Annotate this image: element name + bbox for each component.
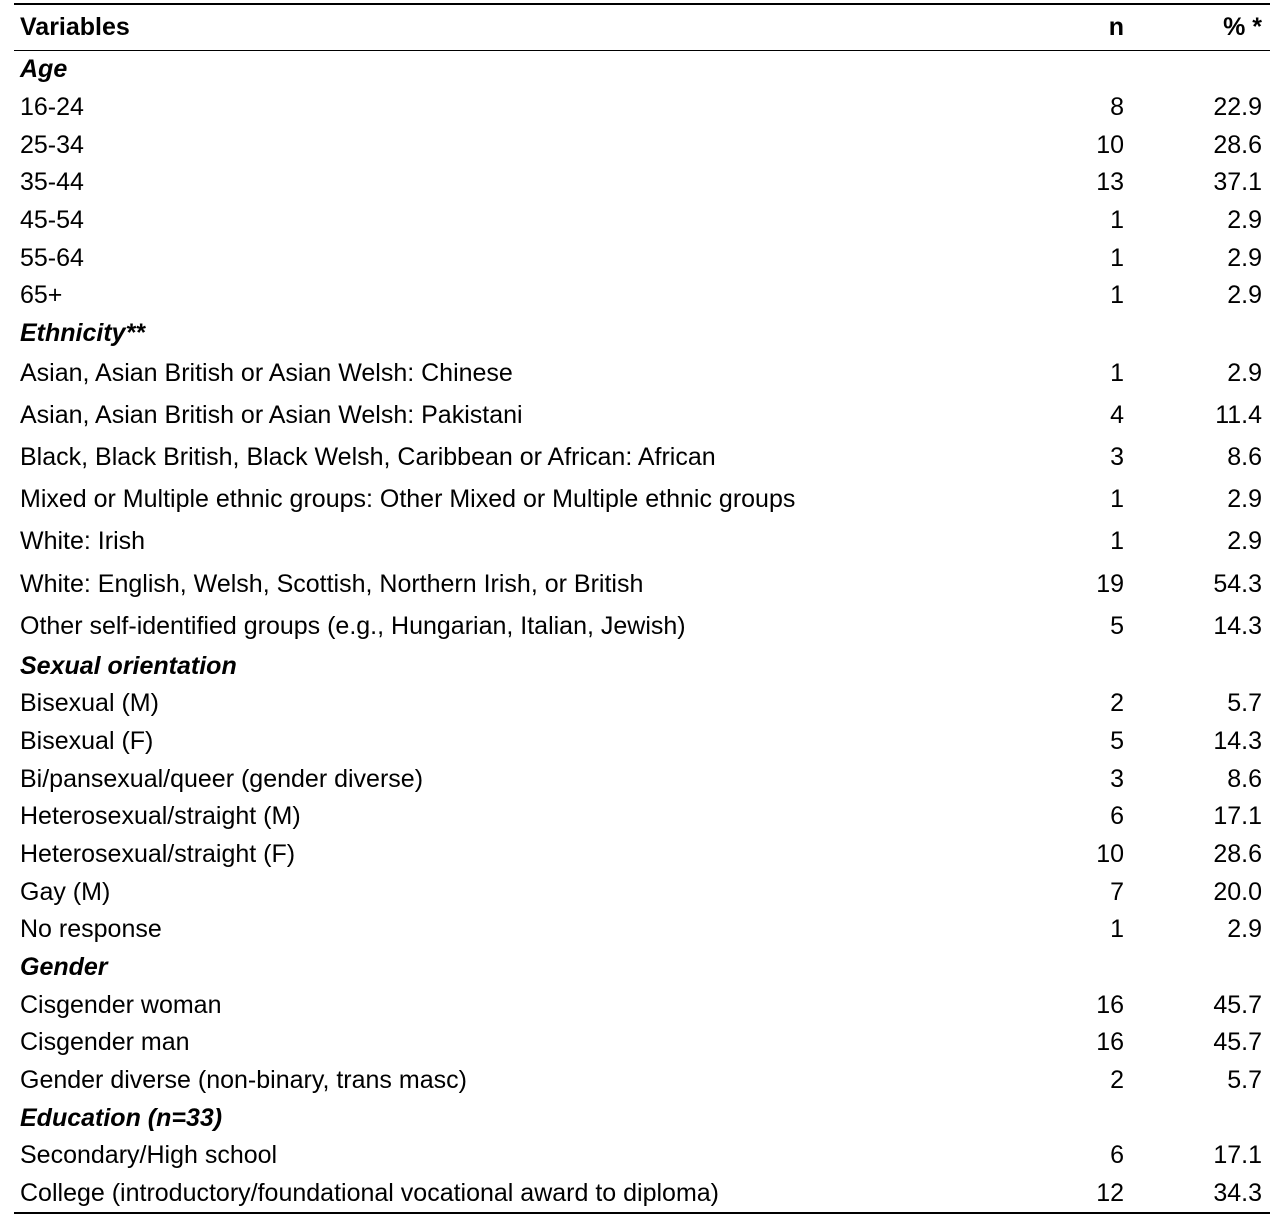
row-label: 55-64 [20,243,84,272]
row-percent: 8.6 [1227,764,1262,793]
row-percent: 20.0 [1213,877,1262,906]
table-row [14,126,1270,164]
section-title: Ethnicity** [20,319,146,348]
row-n: 16 [1096,990,1124,1019]
row-percent: 28.6 [1213,839,1262,868]
row-n: 2 [1110,689,1124,718]
row-percent: 45.7 [1213,1028,1262,1057]
section-title: Sexual orientation [20,651,237,680]
row-percent: 2.9 [1227,359,1262,388]
table-row [14,685,1270,723]
row-n: 8 [1110,93,1124,122]
table-row [14,605,1270,647]
table-row [14,911,1270,949]
section-header-row [14,315,1270,353]
table-row [14,395,1270,437]
row-n: 1 [1110,206,1124,235]
row-label: Cisgender woman [20,990,222,1019]
demographics-table [14,3,1270,1214]
row-label: Cisgender man [20,1028,190,1057]
row-label: Other self-identified groups (e.g., Hungarian, Italian, Jewish) [20,611,686,640]
table-row [14,202,1270,240]
row-n: 6 [1110,802,1124,831]
row-percent: 2.9 [1227,206,1262,235]
row-label: White: English, Welsh, Scottish, Northern Irish, or British [20,569,644,598]
row-percent: 17.1 [1213,1141,1262,1170]
row-label: Bisexual (F) [20,726,154,755]
row-label: Gay (M) [20,877,111,906]
row-n: 1 [1110,359,1124,388]
row-label: Heterosexual/straight (F) [20,839,296,868]
row-n: 3 [1110,443,1124,472]
row-label: 45-54 [20,206,84,235]
row-label: 35-44 [20,168,84,197]
row-percent: 2.9 [1227,281,1262,310]
row-n: 3 [1110,764,1124,793]
row-n: 1 [1110,281,1124,310]
row-percent: 2.9 [1227,243,1262,272]
table-row [14,1137,1270,1175]
row-n: 1 [1110,527,1124,556]
row-label: Bisexual (M) [20,689,159,718]
row-n: 16 [1096,1028,1124,1057]
row-percent: 2.9 [1227,527,1262,556]
table-row [14,521,1270,563]
section-title: Education (n=33) [20,1103,223,1132]
table-row [14,479,1270,521]
row-label: Asian, Asian British or Asian Welsh: Chinese [20,359,513,388]
row-n: 6 [1110,1141,1124,1170]
row-label: Asian, Asian British or Asian Welsh: Pakistani [20,401,523,430]
row-n: 7 [1110,877,1124,906]
table-row [14,277,1270,315]
row-percent: 28.6 [1213,130,1262,159]
table-row [14,353,1270,395]
row-percent: 54.3 [1213,569,1262,598]
row-percent: 37.1 [1213,168,1262,197]
row-n: 2 [1110,1066,1124,1095]
table-row [14,798,1270,836]
row-n: 1 [1110,485,1124,514]
table-row [14,89,1270,127]
row-n: 4 [1110,401,1124,430]
table-row [14,760,1270,798]
row-n: 5 [1110,726,1124,755]
row-n: 10 [1096,130,1124,159]
row-label: 25-34 [20,130,84,159]
row-label: White: Irish [20,527,146,556]
table-row [14,563,1270,605]
section-header-row [14,647,1270,685]
row-n: 19 [1096,569,1124,598]
row-percent: 34.3 [1213,1179,1262,1208]
row-percent: 22.9 [1213,93,1262,122]
row-percent: 14.3 [1213,726,1262,755]
row-n: 10 [1096,839,1124,868]
table-row [14,164,1270,202]
table-body [14,51,1270,1212]
table-header [14,5,1270,51]
table-row [14,239,1270,277]
row-n: 1 [1110,915,1124,944]
row-label: Mixed or Multiple ethnic groups: Other Mixed or Multiple ethnic groups [20,485,796,514]
header-n: n [1108,13,1124,41]
row-label: Bi/pansexual/queer (gender diverse) [20,764,424,793]
row-percent: 2.9 [1227,485,1262,514]
row-n: 13 [1096,168,1124,197]
table-row [14,1175,1270,1213]
header-percent: % * [1223,13,1262,41]
row-percent: 11.4 [1215,401,1262,430]
row-n: 12 [1096,1179,1124,1208]
row-label: Black, Black British, Black Welsh, Caribbean or African: African [20,443,716,472]
section-header-row [14,51,1270,89]
row-percent: 5.7 [1227,689,1262,718]
table-row [14,873,1270,911]
row-label: 16-24 [20,93,84,122]
row-label: 65+ [20,281,63,310]
row-percent: 45.7 [1213,990,1262,1019]
table-row [14,437,1270,479]
row-label: Secondary/High school [20,1141,278,1170]
section-header-row [14,949,1270,987]
row-label: Gender diverse (non-binary, trans masc) [20,1066,467,1095]
row-percent: 14.3 [1213,611,1262,640]
row-percent: 5.7 [1227,1066,1262,1095]
row-label: Heterosexual/straight (M) [20,802,301,831]
row-n: 5 [1110,611,1124,640]
row-label: College (introductory/foundational vocational award to diploma) [20,1179,720,1208]
table-row [14,986,1270,1024]
section-title: Age [20,55,68,84]
table-bottom-rule [14,1212,1270,1214]
section-title: Gender [20,953,108,981]
row-n: 1 [1110,243,1124,272]
row-label: No response [20,915,162,944]
table-row [14,1024,1270,1062]
row-percent: 17.1 [1213,802,1262,831]
row-percent: 2.9 [1227,915,1262,944]
section-header-row [14,1099,1270,1137]
table-row [14,723,1270,761]
table-row [14,836,1270,874]
table-row [14,1062,1270,1100]
row-percent: 8.6 [1227,443,1262,472]
header-variables: Variables [20,13,130,41]
